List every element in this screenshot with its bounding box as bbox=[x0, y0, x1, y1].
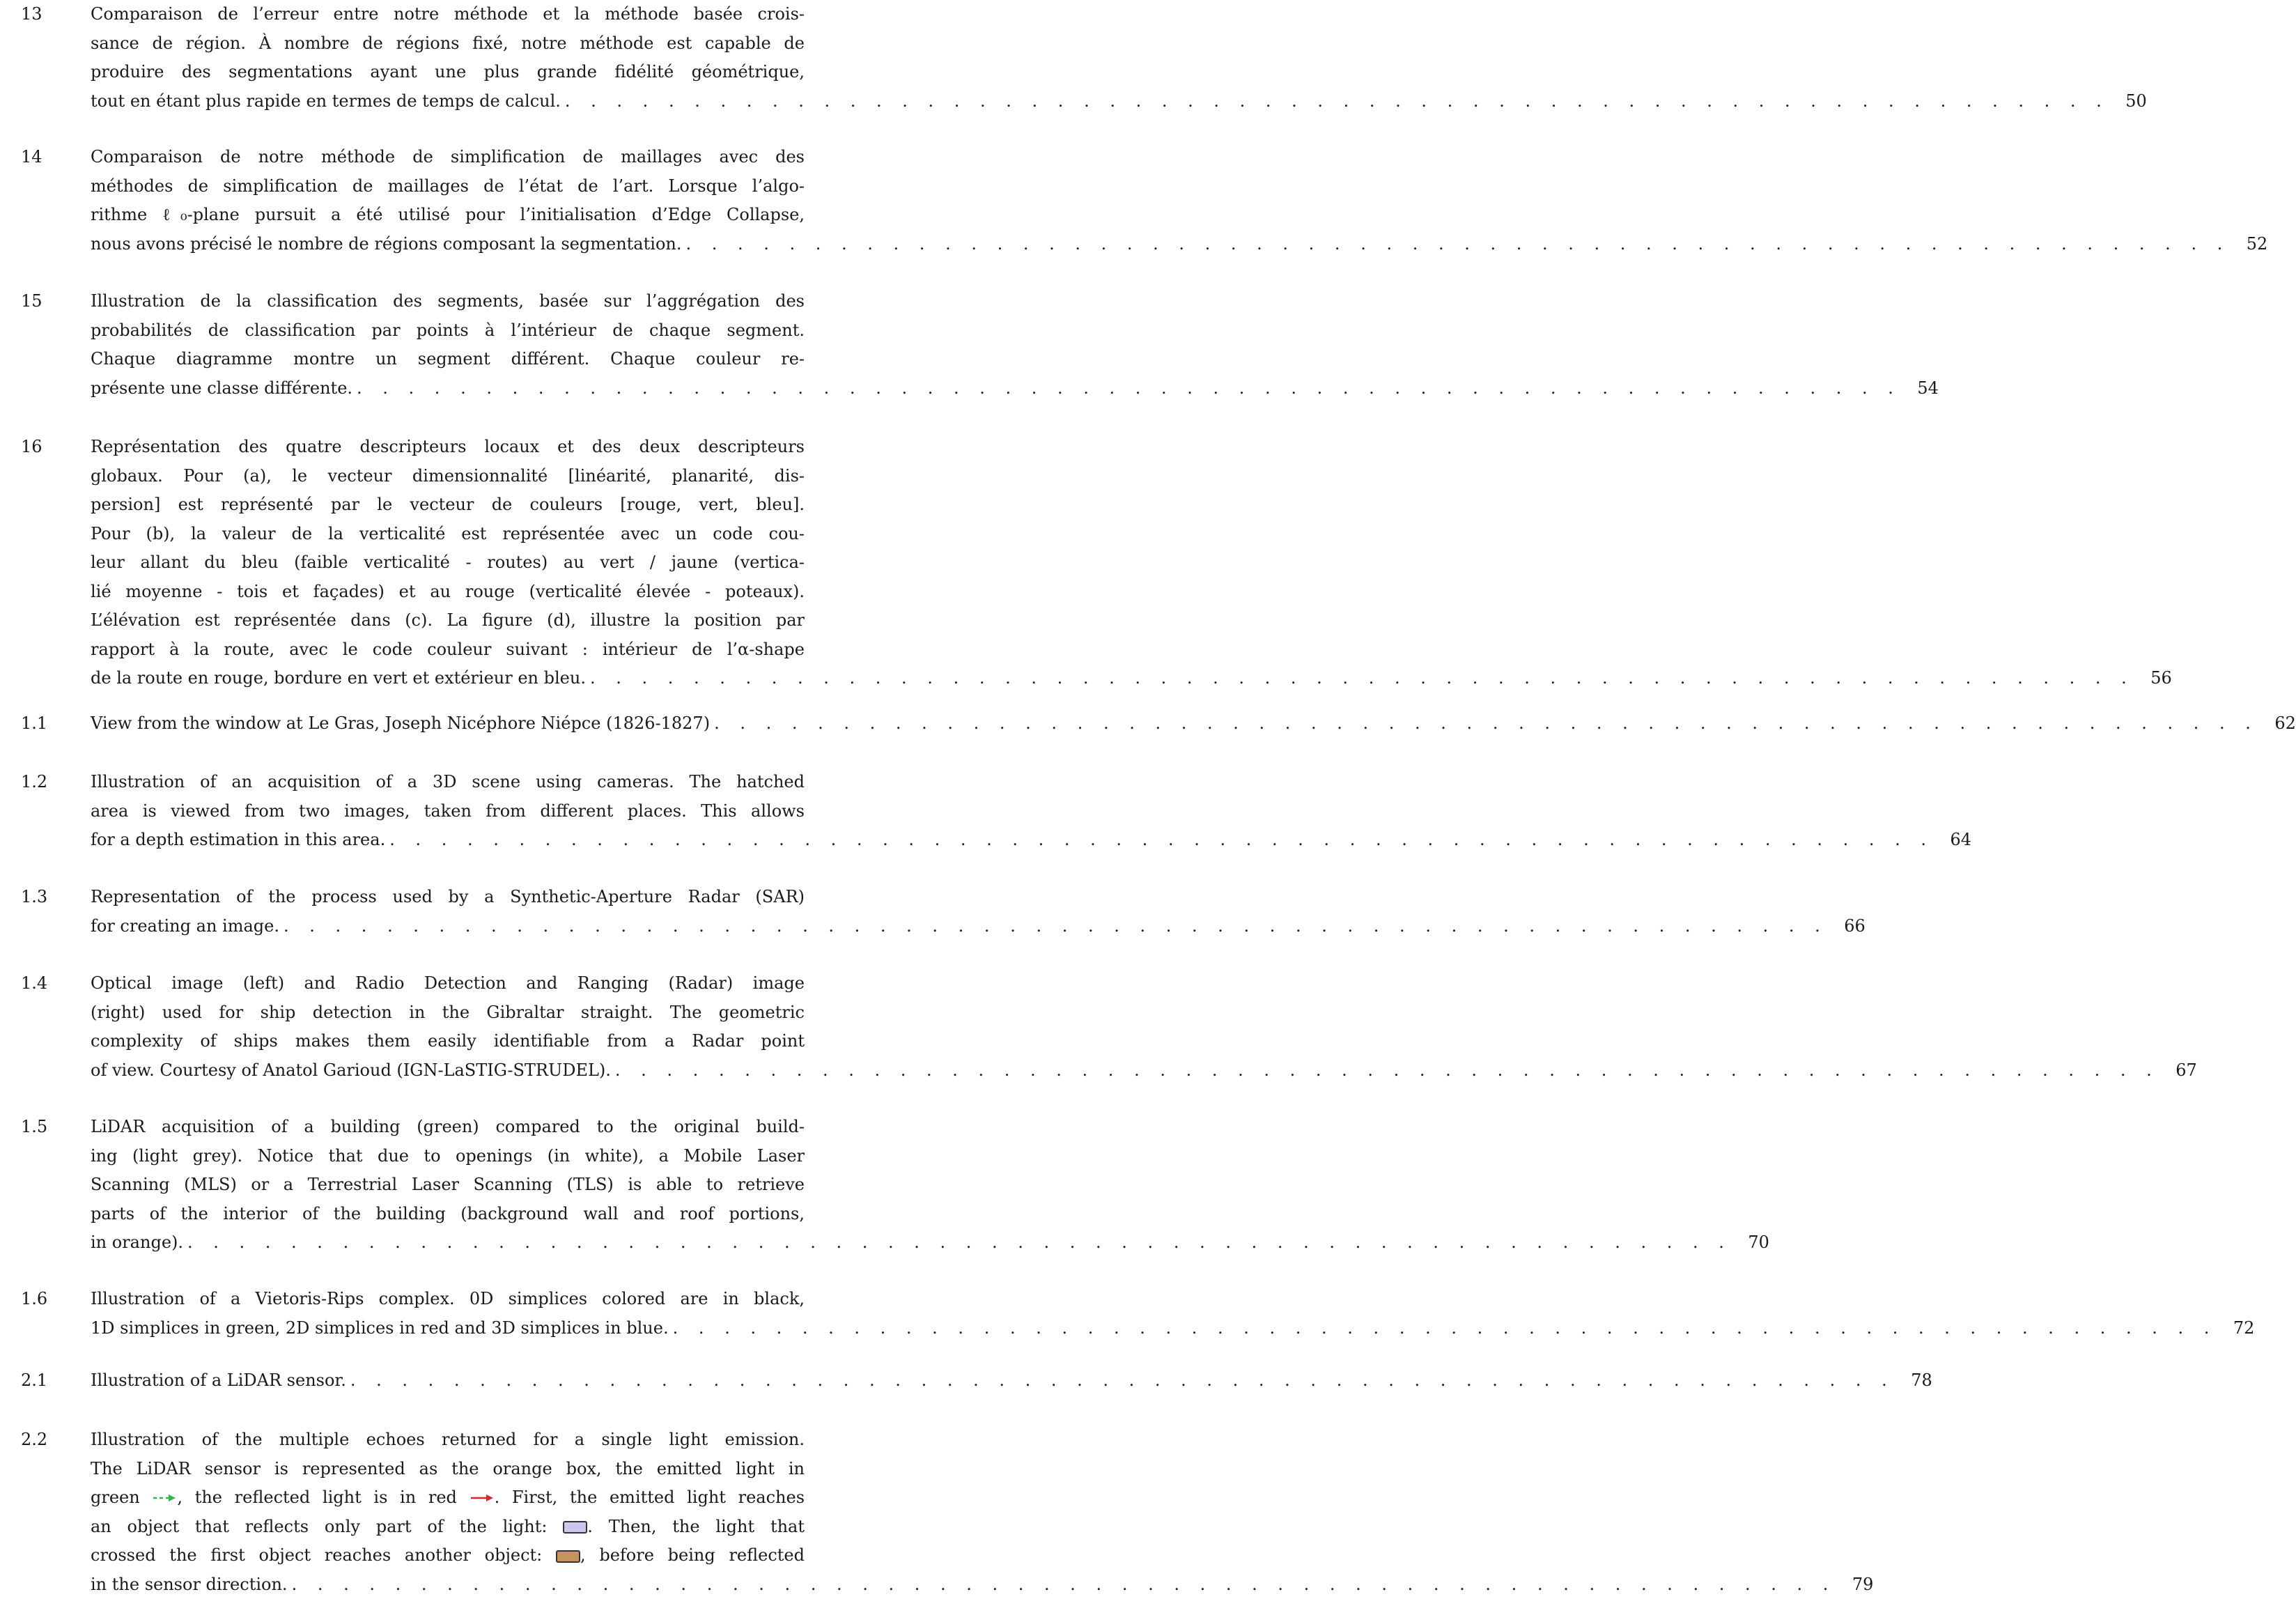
caption-line: produire des segmentations ayant une plus grande fidélité géométrique, bbox=[91, 58, 805, 87]
caption-line: LiDAR acquisition of a building (green) compared to the original build- bbox=[91, 1113, 805, 1142]
caption-line: rithme ℓ₀-plane pursuit a été utilisé pour l’initialisation d’Edge Collapse, bbox=[91, 201, 805, 230]
dot-leader: . . . . . . . . . . . . . . . . . . . . . . . . . . . . . . . . . . . . . . . . . . . . . . . . . . . . . . . . . . . . bbox=[681, 230, 2237, 259]
caption-line: area is viewed from two images, taken from different places. This allows bbox=[91, 797, 805, 826]
dot-leader: . . . . . . . . . . . . . . . . . . . . . . . . . . . . . . . . . . . . . . . . . . . . . . . . . . . . . . . . . . . . bbox=[710, 709, 2265, 739]
caption-line: Representation of the process used by a Synthetic-Aperture Radar (SAR) bbox=[91, 883, 805, 912]
caption-line: Illustration of an acquisition of a 3D scene using cameras. The hatched bbox=[91, 768, 805, 797]
figure-caption bbox=[91, 1113, 805, 1258]
caption-line-last bbox=[91, 912, 805, 941]
page-number[interactable]: 79 bbox=[1843, 1570, 1873, 1599]
caption-line: Représentation des quatre descripteurs locaux et des deux descripteurs bbox=[91, 433, 805, 462]
page-number[interactable]: 52 bbox=[2237, 230, 2267, 259]
page-number[interactable]: 62 bbox=[2265, 709, 2296, 739]
figure-number: 13 bbox=[21, 0, 42, 29]
figure-caption bbox=[91, 433, 805, 693]
caption-text: présente une classe différente. bbox=[91, 374, 352, 403]
figure-number: 14 bbox=[21, 143, 42, 172]
caption-line: Comparaison de notre méthode de simplification de maillages avec des bbox=[91, 143, 805, 172]
page-number[interactable]: 70 bbox=[1739, 1228, 1769, 1258]
caption-line: Scanning (MLS) or a Terrestrial Laser Scanning (TLS) is able to retrieve bbox=[91, 1171, 805, 1200]
caption-line: crossed the first object reaches another object: , before being reflected bbox=[91, 1541, 805, 1570]
dot-leader: . . . . . . . . . . . . . . . . . . . . . . . . . . . . . . . . . . . . . . . . . . . . . . . . . . . . . . . . . . . . bbox=[586, 664, 2141, 693]
page-number[interactable]: 50 bbox=[2116, 87, 2147, 116]
dot-leader: . . . . . . . . . . . . . . . . . . . . . . . . . . . . . . . . . . . . . . . . . . . . . . . . . . . . . . . . . . . . bbox=[279, 912, 1835, 941]
green-arrow-icon bbox=[152, 1484, 177, 1513]
caption-line: ing (light grey). Notice that due to openings (in white), a Mobile Laser bbox=[91, 1142, 805, 1171]
caption-line-last bbox=[91, 1314, 805, 1343]
caption-line-last bbox=[91, 709, 805, 739]
caption-line: parts of the interior of the building (background wall and roof portions, bbox=[91, 1200, 805, 1229]
caption-line: leur allant du bleu (faible verticalité - routes) au vert / jaune (vertica- bbox=[91, 548, 805, 578]
page-number[interactable]: 54 bbox=[1908, 374, 1939, 403]
caption-line-last bbox=[91, 1366, 805, 1396]
blue-box-icon bbox=[563, 1521, 587, 1534]
figure-number: 1.3 bbox=[21, 883, 47, 912]
figure-caption bbox=[91, 143, 805, 258]
figure-caption bbox=[91, 1285, 805, 1343]
caption-text: in orange). bbox=[91, 1228, 183, 1258]
caption-line-last bbox=[91, 230, 805, 259]
caption-text: Illustration of a LiDAR sensor. bbox=[91, 1366, 346, 1396]
caption-line: probabilités de classification par points à l’intérieur de chaque segment. bbox=[91, 316, 805, 346]
caption-text: de la route en rouge, bordure en vert et extérieur en bleu. bbox=[91, 664, 586, 693]
caption-text: 1D simplices in green, 2D simplices in red and 3D simplices in blue. bbox=[91, 1314, 669, 1343]
dot-leader: . . . . . . . . . . . . . . . . . . . . . . . . . . . . . . . . . . . . . . . . . . . . . . . . . . . . . . . . . . . . bbox=[288, 1570, 1843, 1599]
dot-leader: . . . . . . . . . . . . . . . . . . . . . . . . . . . . . . . . . . . . . . . . . . . . . . . . . . . . . . . . . . . . bbox=[611, 1056, 2166, 1086]
caption-line: Comparaison de l’erreur entre notre méthode et la méthode basée crois- bbox=[91, 0, 805, 29]
page-number[interactable]: 67 bbox=[2166, 1056, 2197, 1086]
caption-text: in the sensor direction. bbox=[91, 1570, 288, 1599]
caption-line: Optical image (left) and Radio Detection and Ranging (Radar) image bbox=[91, 969, 805, 998]
caption-line: complexity of ships makes them easily identifiable from a Radar point bbox=[91, 1027, 805, 1056]
dot-leader: . . . . . . . . . . . . . . . . . . . . . . . . . . . . . . . . . . . . . . . . . . . . . . . . . . . . . . . . . . . . bbox=[561, 87, 2116, 116]
brown-box-icon bbox=[556, 1550, 580, 1563]
caption-line: lié moyenne - tois et façades) et au rouge (verticalité élevée - poteaux). bbox=[91, 578, 805, 607]
page-number[interactable]: 66 bbox=[1835, 912, 1866, 941]
caption-line-last bbox=[91, 374, 805, 403]
figure-number: 1.5 bbox=[21, 1113, 47, 1142]
red-arrow-icon bbox=[470, 1484, 495, 1513]
caption-line: The LiDAR sensor is represented as the orange box, the emitted light in bbox=[91, 1455, 805, 1484]
figure-caption bbox=[91, 969, 805, 1085]
caption-line: persion] est représenté par le vecteur de couleurs [rouge, vert, bleu]. bbox=[91, 490, 805, 520]
caption-line: an object that reflects only part of the light: . Then, the light that bbox=[91, 1513, 805, 1542]
figure-number: 1.2 bbox=[21, 768, 47, 797]
figure-number: 2.1 bbox=[21, 1366, 47, 1396]
caption-line: Pour (b), la valeur de la verticalité est représentée avec un code cou- bbox=[91, 520, 805, 549]
dot-leader: . . . . . . . . . . . . . . . . . . . . . . . . . . . . . . . . . . . . . . . . . . . . . . . . . . . . . . . . . . . . bbox=[183, 1228, 1739, 1258]
caption-line: sance de région. À nombre de régions fixé, notre méthode est capable de bbox=[91, 29, 805, 59]
caption-line: méthodes de simplification de maillages de l’état de l’art. Lorsque l’algo- bbox=[91, 172, 805, 201]
caption-line-last bbox=[91, 1228, 805, 1258]
figure-number: 2.2 bbox=[21, 1426, 47, 1455]
caption-line: Chaque diagramme montre un segment différent. Chaque couleur re- bbox=[91, 345, 805, 374]
caption-line: globaux. Pour (a), le vecteur dimensionnalité [linéarité, planarité, dis- bbox=[91, 462, 805, 491]
caption-line-last bbox=[91, 1570, 805, 1599]
caption-line: rapport à la route, avec le code couleur suivant : intérieur de l’α-shape bbox=[91, 635, 805, 665]
caption-line-last bbox=[91, 1056, 805, 1086]
figure-number: 15 bbox=[21, 287, 42, 316]
caption-line: Illustration of the multiple echoes returned for a single light emission. bbox=[91, 1426, 805, 1455]
figure-number: 1.4 bbox=[21, 969, 47, 998]
dot-leader: . . . . . . . . . . . . . . . . . . . . . . . . . . . . . . . . . . . . . . . . . . . . . . . . . . . . . . . . . . . . bbox=[385, 826, 1941, 855]
page-number[interactable]: 56 bbox=[2141, 664, 2172, 693]
figure-caption bbox=[91, 0, 805, 116]
caption-line: (right) used for ship detection in the Gibraltar straight. The geometric bbox=[91, 998, 805, 1028]
page-number[interactable]: 78 bbox=[1902, 1366, 1932, 1396]
figure-caption bbox=[91, 1426, 805, 1599]
caption-text: tout en étant plus rapide en termes de temps de calcul. bbox=[91, 87, 561, 116]
figure-caption bbox=[91, 709, 805, 739]
caption-line-last bbox=[91, 87, 805, 116]
dot-leader: . . . . . . . . . . . . . . . . . . . . . . . . . . . . . . . . . . . . . . . . . . . . . . . . . . . . . . . . . . . . bbox=[352, 374, 1908, 403]
caption-line-last bbox=[91, 664, 805, 693]
page-number[interactable]: 72 bbox=[2224, 1314, 2254, 1343]
caption-text: for creating an image. bbox=[91, 912, 279, 941]
dot-leader: . . . . . . . . . . . . . . . . . . . . . . . . . . . . . . . . . . . . . . . . . . . . . . . . . . . . . . . . . . . . bbox=[346, 1366, 1902, 1396]
figure-caption bbox=[91, 768, 805, 855]
dot-leader: . . . . . . . . . . . . . . . . . . . . . . . . . . . . . . . . . . . . . . . . . . . . . . . . . . . . . . . . . . . . bbox=[669, 1314, 2224, 1343]
caption-text: nous avons précisé le nombre de régions composant la segmentation. bbox=[91, 230, 681, 259]
page-number[interactable]: 64 bbox=[1941, 826, 1971, 855]
caption-line: Illustration de la classification des segments, basée sur l’aggrégation des bbox=[91, 287, 805, 316]
caption-text: View from the window at Le Gras, Joseph Nicéphore Niépce (1826-1827) bbox=[91, 709, 710, 739]
figure-number: 1.1 bbox=[21, 709, 47, 739]
caption-line: green , the reflected light is in red . First, the emitted light reaches bbox=[91, 1483, 805, 1513]
figure-number: 16 bbox=[21, 433, 42, 462]
figure-caption bbox=[91, 883, 805, 941]
caption-line: L’élévation est représentée dans (c). La figure (d), illustre la position par bbox=[91, 606, 805, 635]
caption-text: of view. Courtesy of Anatol Garioud (IGN-LaSTIG-STRUDEL). bbox=[91, 1056, 611, 1086]
caption-text: for a depth estimation in this area. bbox=[91, 826, 385, 855]
caption-line-last bbox=[91, 826, 805, 855]
figure-number: 1.6 bbox=[21, 1285, 47, 1314]
figure-caption bbox=[91, 1366, 805, 1396]
figure-caption bbox=[91, 287, 805, 403]
caption-line: Illustration of a Vietoris-Rips complex. 0D simplices colored are in black, bbox=[91, 1285, 805, 1314]
